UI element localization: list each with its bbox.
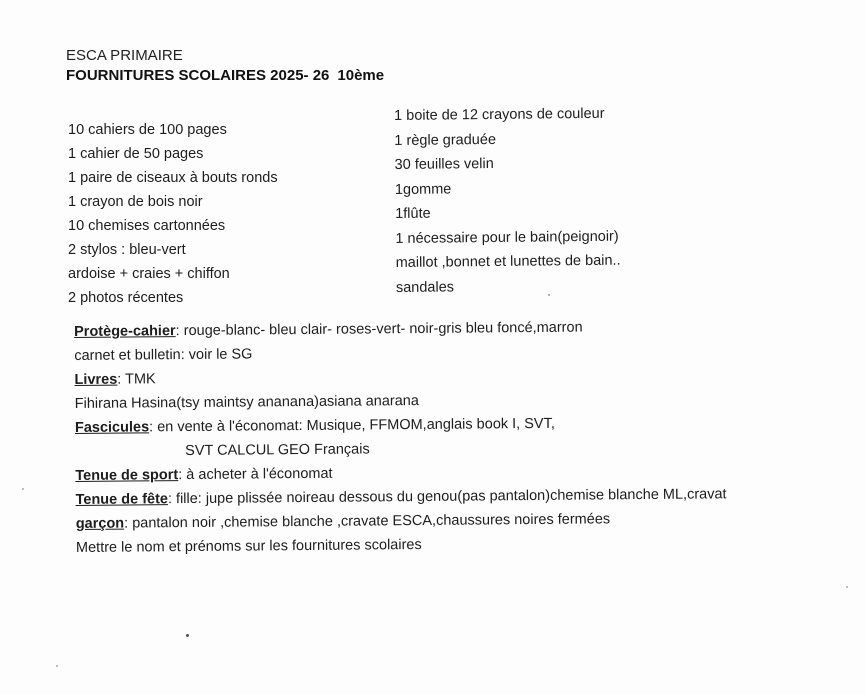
list-item: maillot ,bonnet et lunettes de bain.. [395,252,621,271]
fascicules-label: Fascicules [74,419,150,436]
list-item: 1 crayon de bois noir [68,194,203,210]
list-item: 1 règle graduée [394,131,497,149]
list-item: 1 paire de ciseaux à bouts ronds [68,170,278,186]
list-item: 1 cahier de 50 pages [68,146,204,162]
details-section [74,314,727,560]
fascicules-text: : en vente à l'économat: Musique, FFMOM,anglais book I, SVT, [149,415,555,436]
tenue-fete-text: : fille: jupe plissée noireau dessous du genou(pas pantalon)chemise blanche ML,cravat [167,486,727,508]
garcon-text: : pantalon noir ,chemise blanche ,cravate ESCA,chaussures noires fermées [124,511,611,532]
supplies-left-list [68,118,278,310]
final-note: Mettre le nom et prénoms sur les fournitures scolaires [75,536,422,556]
school-name: ESCA PRIMAIRE [66,47,183,64]
list-item: 30 feuilles velin [394,155,494,173]
livres-label: Livres [74,371,118,388]
scan-speck [548,294,550,296]
tenue-sport-text: : à acheter à l'économat [178,465,333,484]
list-item: 1 boite de 12 crayons de couleur [394,105,605,124]
title-text: FOURNITURES SCOLAIRES 2025- 26 [66,67,330,84]
garcon-label: garçon [75,515,125,532]
protege-cahier-label: Protège-cahier [74,323,176,340]
carnet-line: carnet et bulletin: voir le SG [74,346,253,364]
grade-label: 10ème [337,67,385,84]
list-item: 10 chemises cartonnées [68,218,226,234]
list-item: sandales [395,278,455,296]
page-title [66,67,384,84]
supplies-right-list [394,102,621,300]
fascicules-continuation: SVT CALCUL GEO Français [185,441,370,460]
scan-speck [846,586,848,588]
list-item: 1flûte [395,205,431,222]
list-item: 10 cahiers de 100 pages [68,122,227,138]
fihirana-line: Fihirana Hasina(tsy maintsy ananana)asiana anarana [74,392,419,412]
list-item: 2 stylos : bleu-vert [68,242,186,258]
list-item: ardoise + craies + chiffon [68,266,230,282]
livres-text: : TMK [117,371,156,388]
tenue-fete-label: Tenue de fête [75,491,169,508]
list-item: 1 nécessaire pour le bain(peignoir) [395,228,619,247]
list-item: 2 photos récentes [68,290,184,306]
protege-cahier-text: : rouge-blanc- bleu clair- roses-vert- noir-gris bleu foncé,marron [175,319,583,340]
scan-speck [56,665,58,667]
scan-speck [186,634,189,637]
tenue-sport-label: Tenue de sport [75,467,179,484]
scan-speck [22,488,24,490]
list-item: 1gomme [394,180,452,198]
